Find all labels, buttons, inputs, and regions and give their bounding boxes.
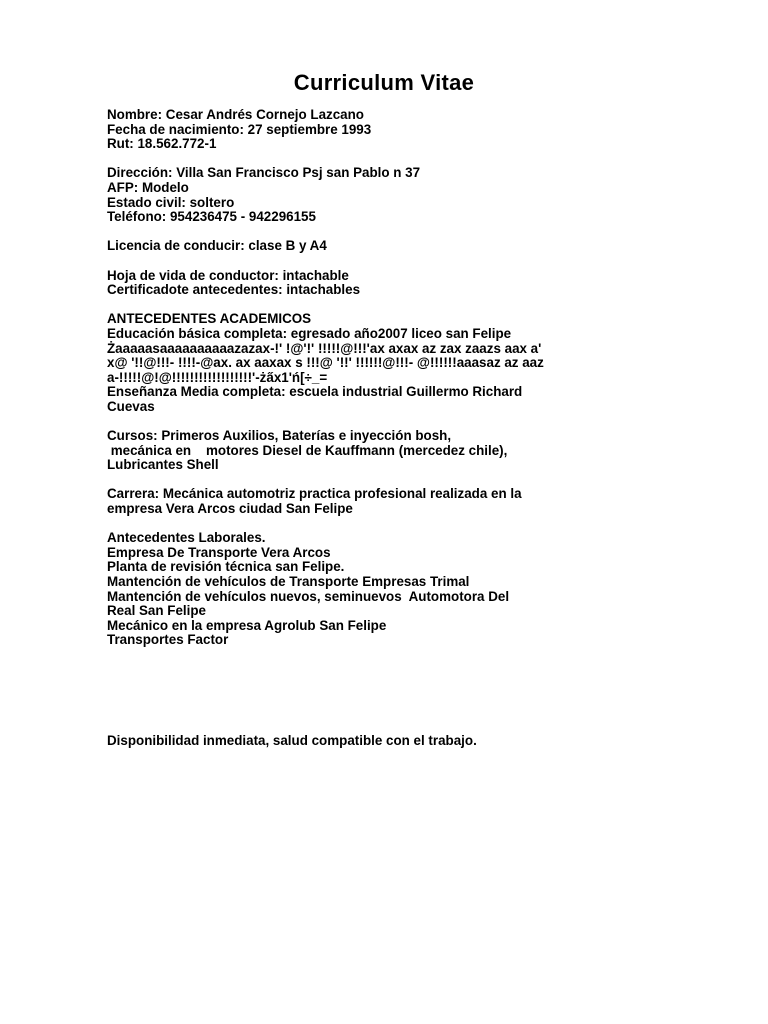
garbled-line-3: a-!!!!!@!@!!!!!!!!!!!!!!!!!!'-ża̋x1'ń[÷_=	[107, 369, 328, 385]
disponibilidad-line: Disponibilidad inmediata, salud compatible con el trabajo.	[107, 732, 477, 748]
laborales-heading: Antecedentes Laborales.	[107, 530, 266, 546]
laboral-item: Transportes Factor	[107, 632, 229, 648]
carrera-line-1: Carrera: Mecánica automotriz practica profesional realizada en la	[107, 486, 522, 502]
telefono-line: Teléfono: 954236475 - 942296155	[107, 209, 316, 225]
direccion-line: Dirección: Villa San Francisco Psj san Pablo n 37	[107, 165, 421, 181]
cursos-line-1: Cursos: Primeros Auxilios, Baterías e inyección bosh,	[107, 428, 452, 444]
laboral-item: Mecánico en la empresa Agrolub San Felipe	[107, 617, 387, 633]
laboral-item: Empresa De Transporte Vera Arcos	[107, 544, 331, 560]
certificado-line: Certificadote antecedentes: intachables	[107, 282, 361, 298]
cursos-line-3: Lubricantes Shell	[107, 457, 219, 473]
laboral-item: Real San Felipe	[107, 603, 206, 619]
garbled-line-1: Żaaaaasaaaaaaaaaazazax-!' !@'!' !!!!!@!!!'ax axax az zax zaazs aax a'	[107, 340, 542, 356]
page-title: Curriculum Vitae	[293, 70, 475, 95]
licencia-line: Licencia de conducir: clase B y A4	[107, 238, 327, 254]
estado-civil-line: Estado civil: soltero	[107, 194, 235, 210]
laboral-item: Mantención de vehículos nuevos, seminuevos Automotora Del	[107, 588, 510, 604]
ensenanza-media-line-2: Cuevas	[107, 398, 155, 414]
afp-line: AFP: Modelo	[107, 179, 189, 195]
cv-content	[107, 108, 667, 749]
educacion-basica-line: Educación básica completa: egresado año2007 liceo san Felipe	[107, 325, 512, 341]
fecha-nacimiento-line: Fecha de nacimiento: 27 septiembre 1993	[107, 121, 372, 137]
cursos-line-2: mecánica en motores Diesel de Kauffmann (mercedez chile),	[107, 442, 508, 458]
nombre-line: Nombre: Cesar Andrés Cornejo Lazcano	[107, 107, 364, 122]
garbled-line-2: x@ '!!@!!!- !!!!-@ax. ax aaxax s !!!@ '!!' !!!!!!@!!!- @!!!!!!aaasaz az aaz	[107, 355, 544, 371]
ensenanza-media-line: Enseñanza Media completa: escuela industrial Guillermo Richard	[107, 384, 523, 400]
academicos-heading: ANTECEDENTES ACADEMICOS	[107, 311, 312, 327]
laboral-item: Mantención de vehículos de Transporte Empresas Trimal	[107, 574, 470, 589]
carrera-line-2: empresa Vera Arcos ciudad San Felipe	[107, 501, 353, 517]
hoja-vida-line: Hoja de vida de conductor: intachable	[107, 267, 349, 283]
rut-line: Rut: 18.562.772-1	[107, 136, 217, 152]
laboral-item: Planta de revisión técnica san Felipe.	[107, 559, 345, 575]
